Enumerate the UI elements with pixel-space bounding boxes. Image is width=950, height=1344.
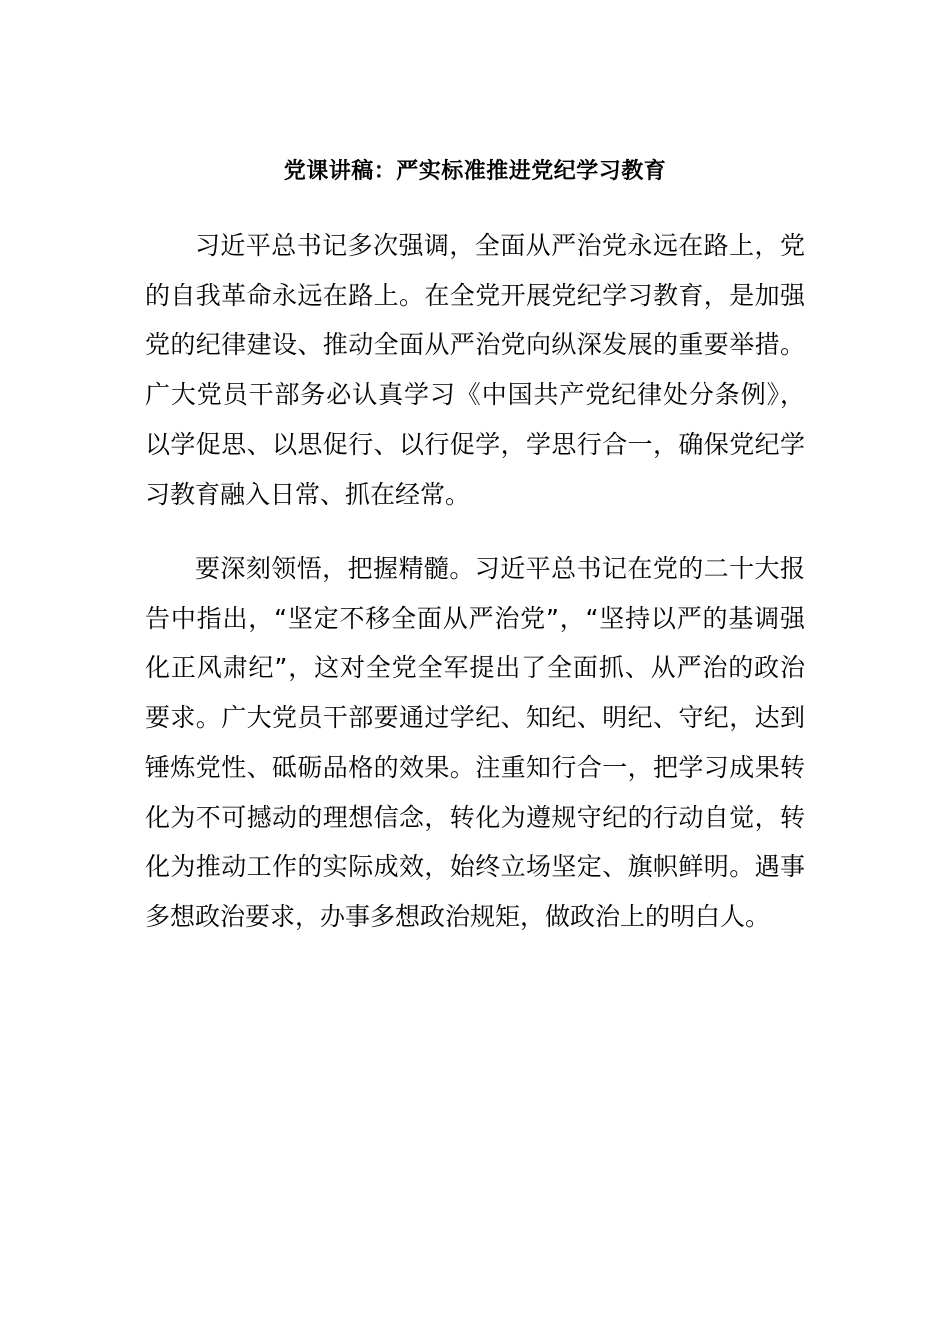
paragraph-1: 习近平总书记多次强调，全面从严治党永远在路上，党的自我革命永远在路上。在全党开展党纪学习教育，是加强党的纪律建设、推动全面从严治党向纵深发展的重要举措。广大党员干部务必认真学习《中国共产党纪律处分条例》，以学促思、以思促行、以行促学，学思行合一，确保党纪学习教育融入日常、抓在经常。: [145, 231, 805, 509]
paragraph-2: 要深刻领悟，把握精髓。习近平总书记在党的二十大报告中指出，“坚定不移全面从严治党”，“坚持以严的基调强化正风肃纪”，这对全党全军提出了全面抓、从严治的政治要求。广大党员干部要通过学纪、知纪、明纪、守纪，达到锤炼党性、砥砺品格的效果。注重知行合一，把学习成果转化为不可撼动的理想信念，转化为遵规守纪的行动自觉，转化为推动工作的实际成效，始终立场坚定、旗帜鲜明。遇事多想政治要求，办事多想政治规矩，做政治上的明白人。: [145, 554, 805, 931]
document-title: 党课讲稿：严实标准推进党纪学习教育: [283, 159, 667, 184]
